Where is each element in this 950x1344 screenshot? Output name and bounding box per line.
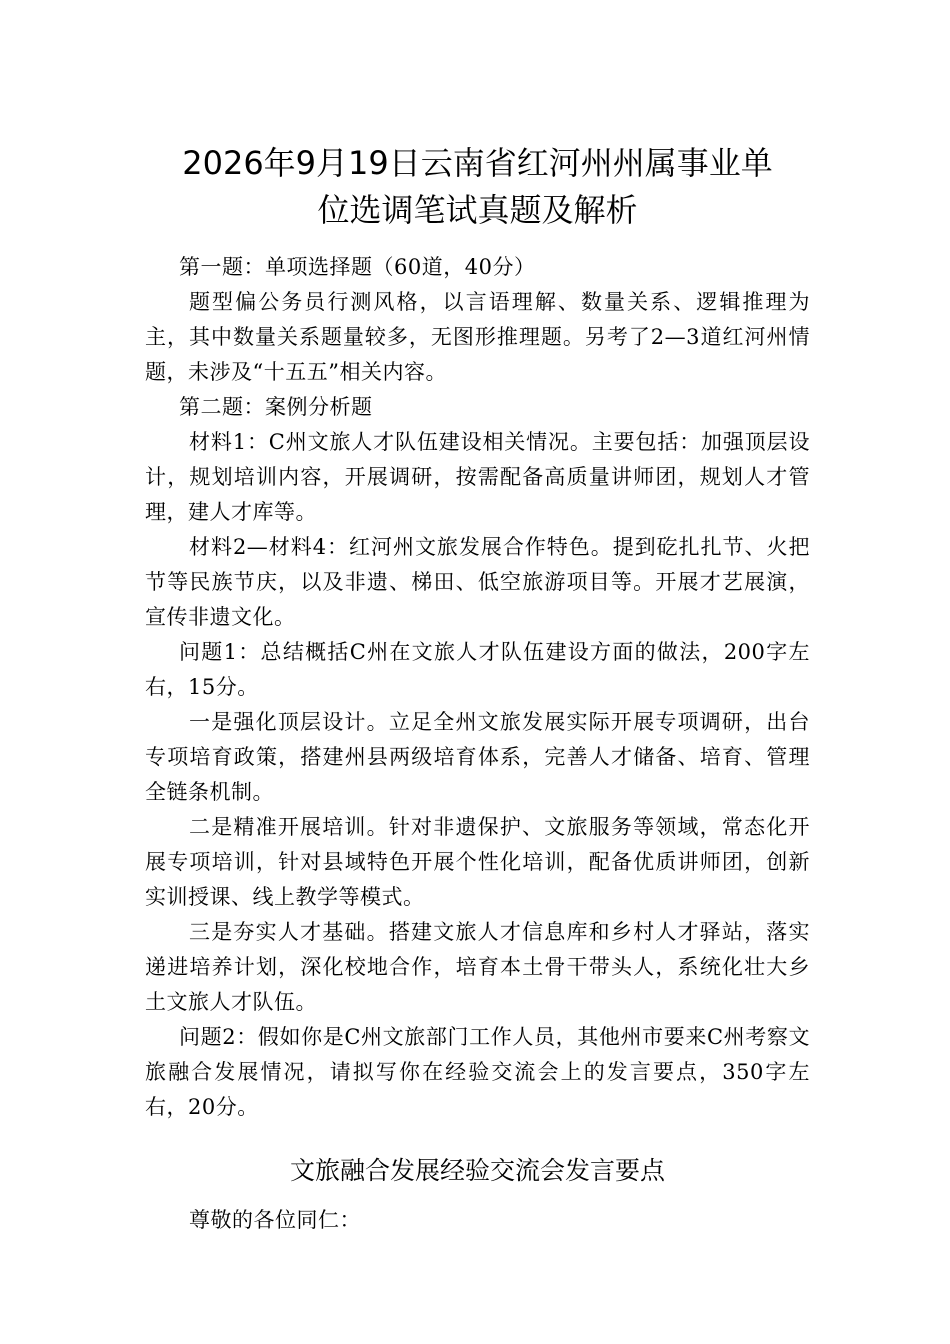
speech-heading: 文旅融合发展经验交流会发言要点 bbox=[289, 1156, 665, 1185]
paragraph-answer-point-3: 三是夯实人才基础。搭建文旅人才信息库和乡村人才驿站，落实递进培养计划，深化校地合作，培育本土骨干带头人，系统化壮大乡土文旅人才队伍。 bbox=[145, 920, 810, 1014]
paragraph-question-2: 问题2：假如你是C州文旅部门工作人员，其他州市要来C州考察文旅融合发展情况，请拟写你在经验交流会上的发言要点，350字左右，20分。 bbox=[145, 1025, 810, 1119]
paragraph-material-1: 材料1：C州文旅人才队伍建设相关情况。主要包括：加强顶层设计，规划培训内容，开展调研，按需配备高质量讲师团，规划人才管理，建人才库等。 bbox=[145, 430, 810, 524]
paragraph-question-1: 问题1：总结概括C州在文旅人才队伍建设方面的做法，200字左右，15分。 bbox=[145, 640, 810, 699]
paragraph-answer-point-1: 一是强化顶层设计。立足全州文旅发展实际开展专项调研，出台专项培育政策，搭建州县两级培育体系，完善人才储备、培育、管理全链条机制。 bbox=[145, 710, 810, 804]
paragraph-material-2-4: 材料2—材料4：红河州文旅发展合作特色。提到矻扎扎节、火把节等民族节庆，以及非遗、梯田、低空旅游项目等。开展才艺展演，宣传非遗文化。 bbox=[145, 535, 810, 629]
title-line-1: 2026年9月19日云南省红河州州属事业单 bbox=[182, 144, 773, 182]
title-line-2: 位选调笔试真题及解析 bbox=[317, 191, 638, 229]
paragraph-answer-point-2: 二是精准开展培训。针对非遗保护、文旅服务等领域，常态化开展专项培训，针对县域特色开展个性化培训，配备优质讲师团，创新实训授课、线上教学等模式。 bbox=[145, 815, 810, 909]
speech-salutation: 尊敬的各位同仁： bbox=[189, 1208, 361, 1232]
document-title bbox=[145, 140, 810, 234]
paragraph-q1-description: 题型偏公务员行测风格，以言语理解、数量关系、逻辑推理为主，其中数量关系题量较多，无图形推理题。另考了2—3道红河州情题，未涉及“十五五”相关内容。 bbox=[145, 290, 810, 384]
section-heading-q1: 第一题：单项选择题（60道，40分） bbox=[179, 255, 536, 279]
document-page bbox=[145, 140, 810, 1238]
section-heading-q2: 第二题：案例分析题 bbox=[179, 395, 373, 419]
